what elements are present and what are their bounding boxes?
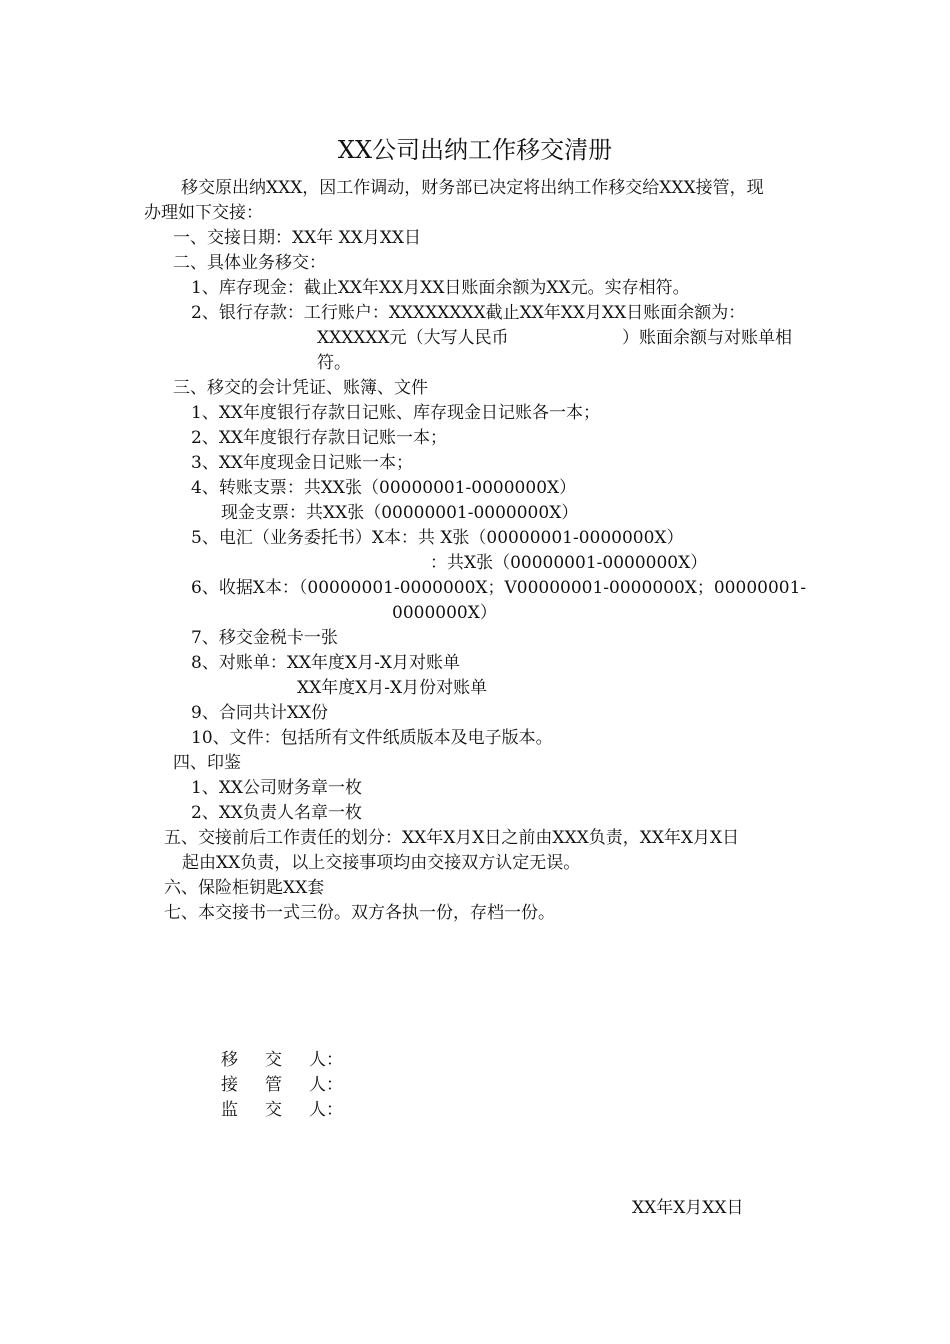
section-7: 七、本交接书一式三份。双方各执一份，存档一份。 xyxy=(164,903,555,923)
section-2-item-2: 2、银行存款：工行账户：XXXXXXXX截止XX年XX月XX日账面余额为： xyxy=(191,303,746,323)
section-3: 三、移交的会计凭证、账簿、文件 xyxy=(173,378,428,398)
section-2-item-2-cont-right: ）账面余额与对账单相 xyxy=(622,328,792,348)
signature-transferor-char-3: 人： xyxy=(309,1050,343,1070)
section-3-item-6-cont: 0000000X） xyxy=(392,603,497,623)
signature-receiver-char-3: 人： xyxy=(309,1075,343,1095)
section-2-item-2-cont-end: 符。 xyxy=(317,353,351,373)
section-3-item-8-cont: XX年度X月-X月份对账单 xyxy=(297,678,488,698)
section-3-item-6: 6、收据X本：（00000001-0000000X；V00000001-0000000X；00000001- xyxy=(191,578,807,598)
section-2: 二、具体业务移交： xyxy=(173,253,326,273)
signature-receiver-char-2: 管 xyxy=(265,1075,282,1095)
intro-line-1: 移交原出纳XXX，因工作调动，财务部已决定将出纳工作移交给XXX接管，现 xyxy=(181,178,764,198)
document-date: XX年X月XX日 xyxy=(632,1198,744,1218)
section-5-cont: 起由XX负责，以上交接事项均由交接双方认定无误。 xyxy=(182,853,581,873)
section-3-item-1: 1、XX年度银行存款日记账、库存现金日记账各一本； xyxy=(191,403,601,423)
section-4: 四、印鉴 xyxy=(173,753,241,773)
signature-receiver-char-1: 接 xyxy=(221,1075,238,1095)
section-3-item-5: 5、电汇（业务委托书）X本：共 X张（00000001-0000000X） xyxy=(191,528,684,548)
section-3-item-7: 7、移交金税卡一张 xyxy=(191,628,338,648)
section-3-item-9: 9、合同共计XX份 xyxy=(191,703,329,723)
signature-supervisor xyxy=(221,1098,343,1123)
intro-line-2: 办理如下交接： xyxy=(144,203,263,223)
signature-supervisor-char-3: 人： xyxy=(309,1100,343,1120)
section-3-item-10: 10、文件：包括所有文件纸质版本及电子版本。 xyxy=(191,728,553,748)
section-2-item-1: 1、库存现金：截止XX年XX月XX日账面余额为XX元。实存相符。 xyxy=(191,278,690,298)
section-3-item-5-cont: ：共X张（00000001-0000000X） xyxy=(430,553,708,573)
signature-supervisor-char-2: 交 xyxy=(265,1100,282,1120)
section-3-item-8: 8、对账单：XX年度X月-X月对账单 xyxy=(191,653,460,673)
document-title: XX公司出纳工作移交清册 xyxy=(337,136,613,164)
signature-transferor xyxy=(221,1048,343,1073)
section-6: 六、保险柜钥匙XX套 xyxy=(164,878,325,898)
section-2-item-2-cont-left: XXXXXX元（大写人民币 xyxy=(317,328,509,348)
signature-receiver xyxy=(221,1073,343,1098)
signature-transferor-char-2: 交 xyxy=(265,1050,282,1070)
section-4-item-2: 2、XX负责人名章一枚 xyxy=(191,803,363,823)
section-4-item-1: 1、XX公司财务章一枚 xyxy=(191,778,363,798)
section-5: 五、交接前后工作责任的划分：XX年X月X日之前由XXX负责，XX年X月X日 xyxy=(164,828,740,848)
signature-transferor-char-1: 移 xyxy=(221,1050,238,1070)
section-3-item-4: 4、转账支票：共XX张（00000001-0000000X） xyxy=(191,478,577,498)
section-1: 一、交接日期：XX年 XX月XX日 xyxy=(173,228,422,248)
section-3-item-2: 2、XX年度银行存款日记账一本； xyxy=(191,428,448,448)
section-3-item-4-cont: 现金支票：共XX张（00000001-0000000X） xyxy=(221,503,579,523)
section-3-item-3: 3、XX年度现金日记账一本； xyxy=(191,453,414,473)
signature-supervisor-char-1: 监 xyxy=(221,1100,238,1120)
